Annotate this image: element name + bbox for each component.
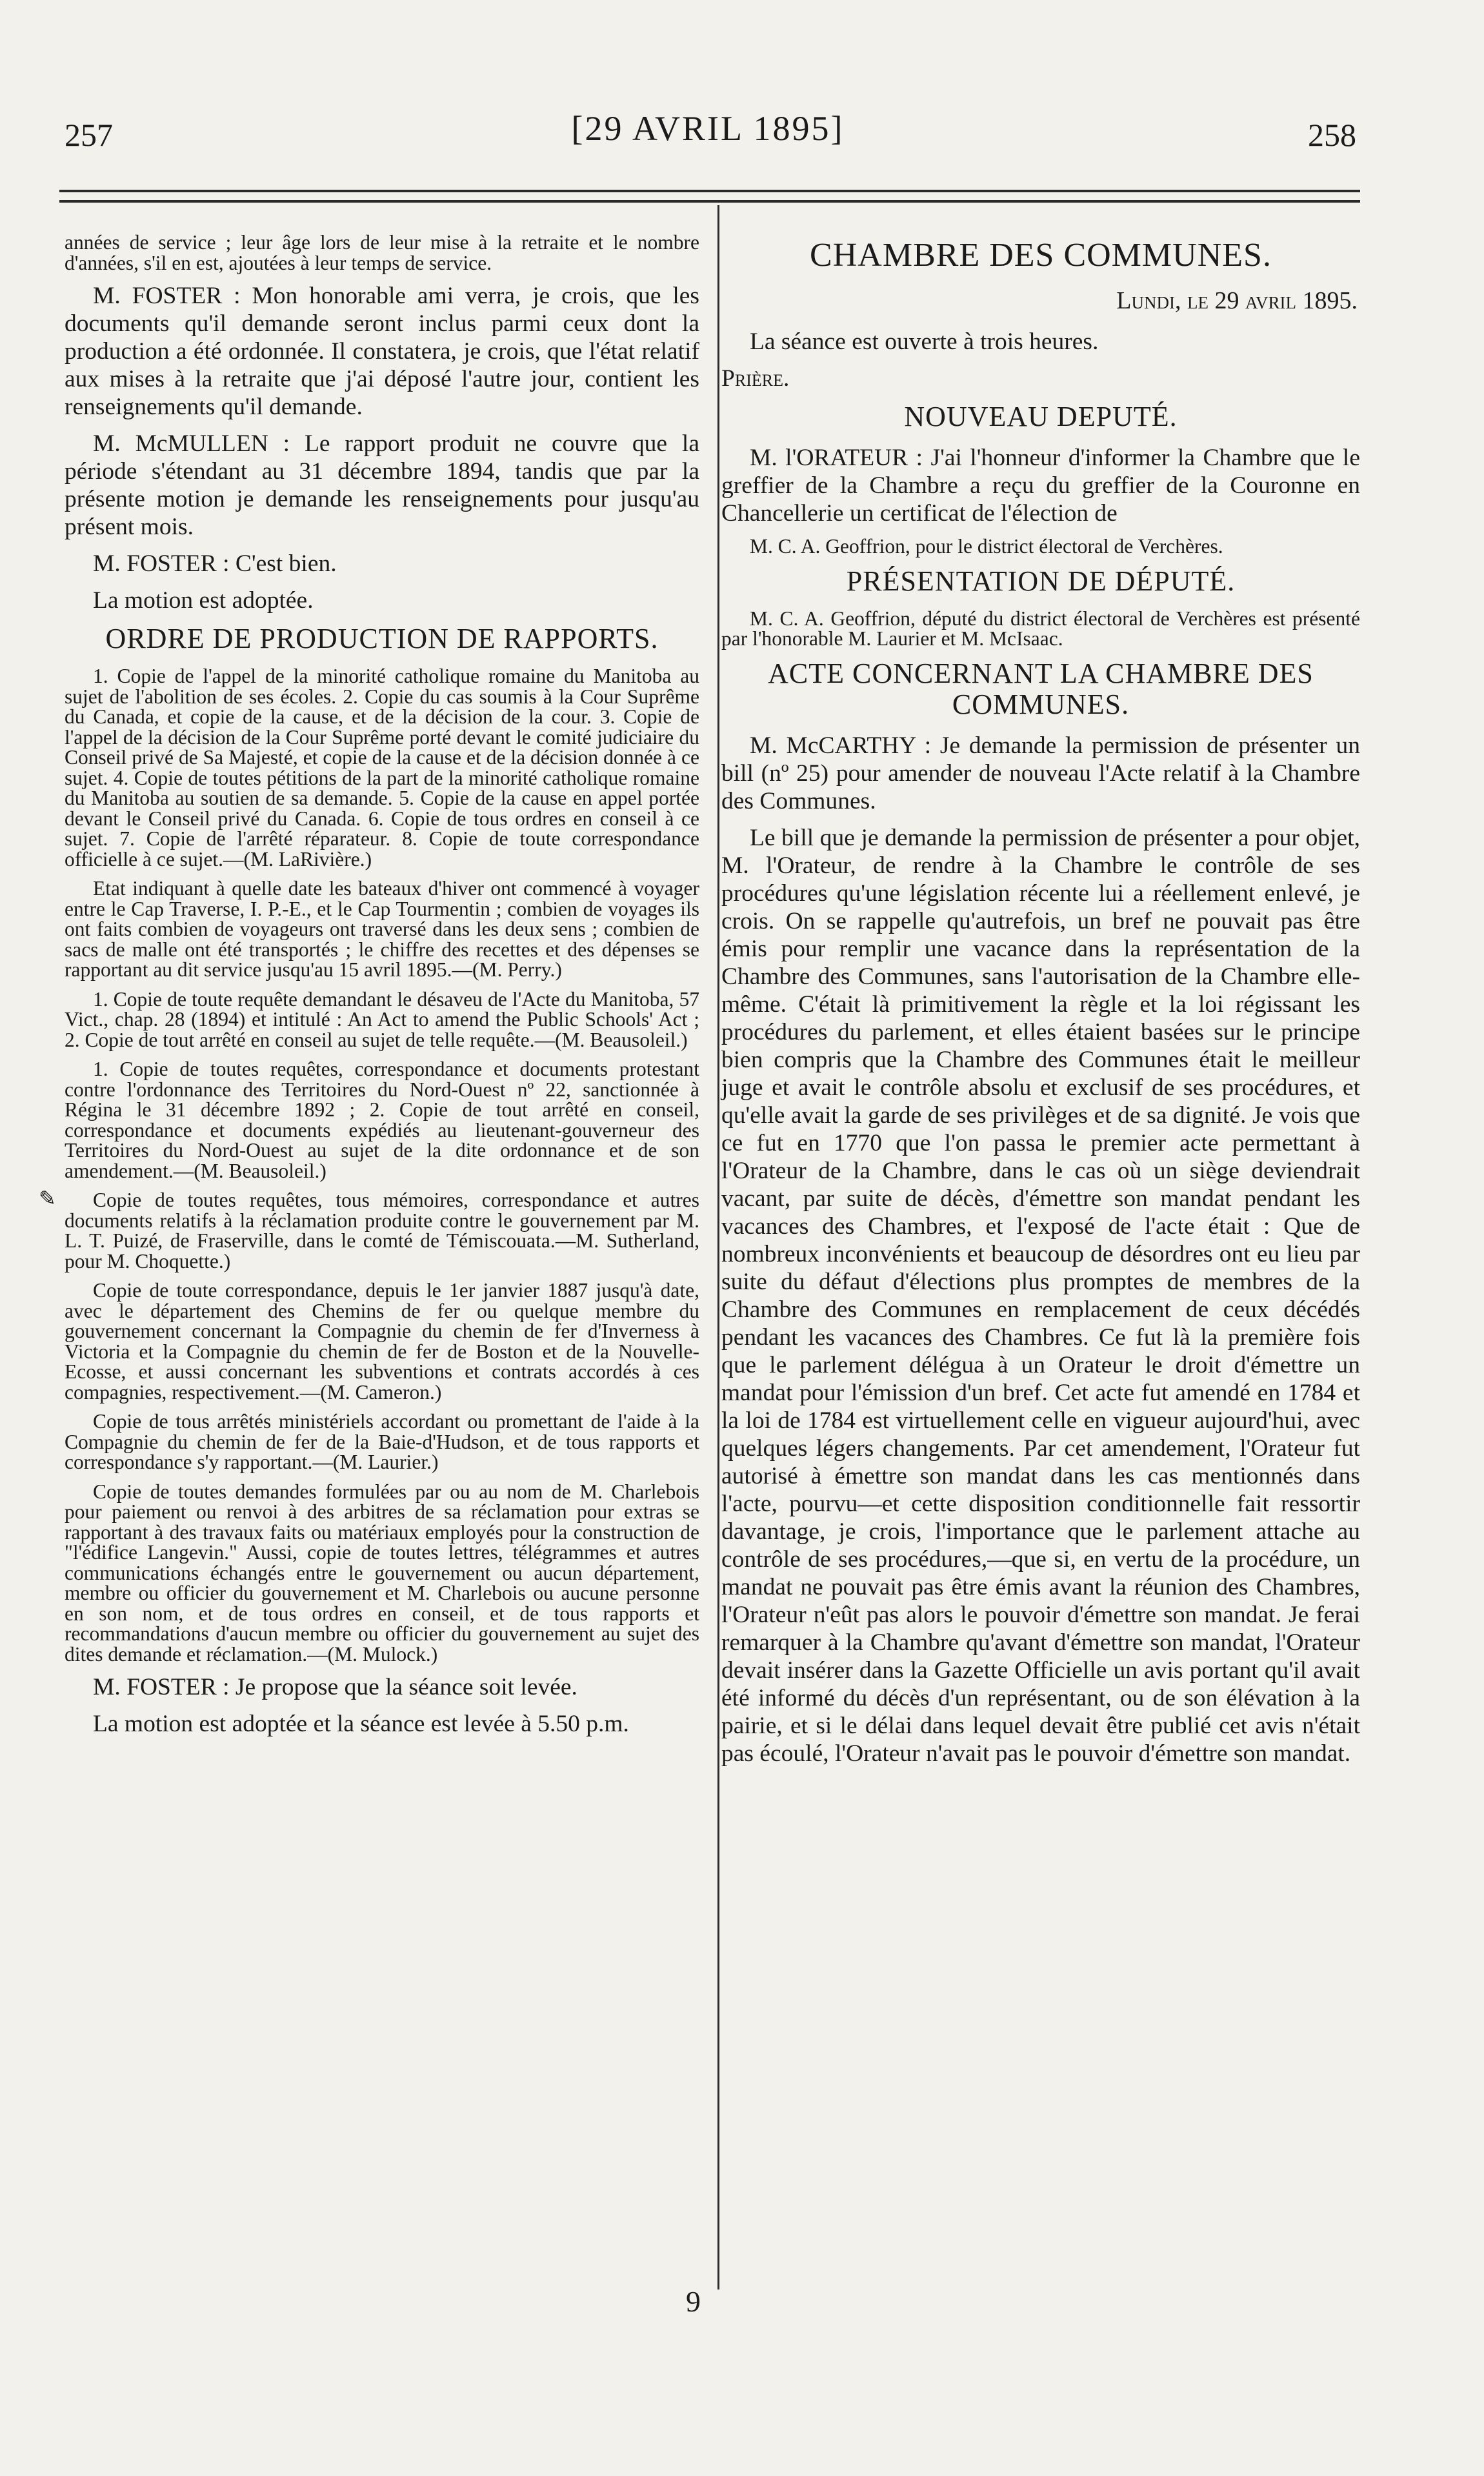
order-item: Etat indiquant à quelle date les bateaux d'hiver ont commencé à voyager entre le Cap Traverse, I. P.-E., et le Cap Tourmentin ; combien de voyages ils ont faits combien de voyageurs ont traversé dans les deux sens ; combien de sacs de malle ont été transportés ; le chiffre des recettes et des dépenses se rapportant au dit service jusqu'au 15 avril 1895.—(M. Perry.) — [65, 877, 699, 981]
header-date: [29 AVRIL 1895] — [571, 109, 845, 148]
page-number-left: 257 — [65, 117, 113, 153]
column-divider — [717, 205, 719, 2290]
order-item: Copie de toutes requêtes, tous mémoires, correspondance et autres documents relatifs à la réclamation produite contre le gouvernement par M. L. T. Puizé, de Fraserville, dans le comté de Témiscouata.—M. Sutherland, pour M. Choquette.) — [65, 1189, 699, 1273]
chamber-title: CHAMBRE DES COMMUNES. — [810, 237, 1272, 274]
page-header — [59, 97, 1356, 161]
speech-foster-2: M. FOSTER : C'est bien. — [93, 550, 337, 577]
sitting-date: Lundi, le 29 avril 1895. — [1116, 287, 1358, 314]
section-heading-new-member: NOUVEAU DEPUTÉ. — [904, 401, 1178, 432]
section-heading-presentation: PRÉSENTATION DE DÉPUTÉ. — [846, 565, 1236, 597]
prayer-label: Prière. — [721, 365, 790, 392]
speech-mcmullen: M. McMULLEN : Le rapport produit ne couvre que la période s'étendant au 31 décembre 1894, tandis que par la présente motion je demande les renseignements pour jusqu'au présent mois. — [65, 430, 699, 540]
page-number-right: 258 — [1308, 117, 1356, 153]
section-heading-act: ACTE CONCERNANT LA CHAMBRE DES COMMUNES. — [768, 657, 1314, 720]
member-presented: M. C. A. Geoffrion, député du district électoral de Verchères est présenté par l'honorable M. Laurier et M. McIsaac. — [721, 607, 1360, 650]
speech-speaker: M. l'ORATEUR : J'ai l'honneur d'informer la Chambre que le greffier de la Chambre a reçu du greffier de la Couronne en Chancellerie un certificat de l'élection de — [721, 445, 1360, 527]
speech-mccarthy-2: Le bill que je demande la permission de présenter a pour objet, M. l'Orateur, de rendre à la Chambre le contrôle de ses procédures qu'une législation récente lui a réellement enlevé, je crois. On se rappelle qu'autrefois, un bref ne pouvait pas être émis pour remplir une vacance dans la représentation de la Chambre des Communes, sans l'autorisation de la Chambre elle-même. C'était là primitivement la règle et la loi régissant les procédures du parlement, et elles étaient basées sur le principe bien compris que la Chambre des Communes était le meilleur juge et avait le contrôle absolu et exclusif de ses procédures, et qu'elle avait la garde de ses privilèges et de sa dignité. Je vois que ce fut en 1770 que l'on passa le premier acte permettant à l'Orateur de la Chambre, dans le cas où un siège deviendrait vacant, par suite de décès, d'émettre son mandat pendant les vacances des Chambres, et l'exposé de l'acte était : Que de nombreux inconvénients et beaucoup de désordres ont eu lieu par suite du défaut d'élections plus promptes de membres de la Chambre des Communes en remplacement de ceux décédés pendant les vacances des Chambres. Ce fut là la première fois que le parlement délégua à un Orateur le droit d'émettre un mandat pour l'émission d'un bref. Cet acte fut amendé en 1784 et la loi de 1784 est virtuellement celle en vigueur aujourd'hui, avec quelques légers changements. Par cet amendement, l'Orateur fut autorisé à émettre son mandat dans les cas mentionnés dans l'acte, pourvu—et cette disposition conditionnelle fait ressortir davantage, je crois, l'importance que le parlement attache au contrôle de ses procédures,—que si, en vertu de la procédure, un mandat ne pouvait pas être émis avant la réunion des Chambres, l'Orateur n'eût pas alors le pouvoir d'émettre son mandat. Je ferai remarquer à la Chambre qu'avant d'émettre son mandat, l'Orateur devait insérer dans la Gazette Officielle un avis portant qu'il avait été informé du décès d'un représentant, ou de son élévation à la pairie, et si le délai dans lequel devait être publié cet avis n'était pas écoulé, l'Orateur n'avait pas le pouvoir d'émettre son mandat. — [721, 824, 1360, 1767]
member-certificate: M. C. A. Geoffrion, pour le district électoral de Verchères. — [750, 535, 1223, 558]
left-continuation: années de service ; leur âge lors de leur mise à la retraite et le nombre d'années, s'il en est, ajoutées à leur temps de service. — [65, 231, 699, 274]
section-heading-orders: ORDRE DE PRODUCTION DE RAPPORTS. — [105, 623, 659, 654]
order-item: 1. Copie de toutes requêtes, correspondance et documents protestant contre l'ordonnance des Territoires du Nord-Ouest nº 22, sanctionnée à Régina le 31 décembre 1892 ; 2. Copie de tout arrêté en conseil, correspondance et documents expédiés au lieutenant-gouverneur des Territoires du Nord-Ouest au sujet de la dite ordonnance et de son amendement.—(M. Beausoleil.) — [65, 1058, 699, 1182]
margin-mark-icon: ✎ — [39, 1187, 56, 1210]
order-item: 1. Copie de l'appel de la minorité catholique romaine du Manitoba au sujet de l'abolition de ses écoles. 2. Copie du cas soumis à la Cour Suprême du Canada, et copie de la cause, et de la décision de la cour. 3. Copie de l'appel de la décision de la Cour Suprême porté devant le comité judiciaire du Conseil privé de Sa Majesté, et copie de la cause et de la décision donnée à ce sujet. 4. Copie de toutes pétitions de la part de la minorité catholique romaine du Manitoba au soutien de sa demande. 5. Copie de la cause en appel portée devant le Conseil privé du Canada. 6. Copie de tous ordres en conseil à ce sujet. 7. Copie de l'arrêté réparateur. 8. Copie de toute correspondance officielle à ce sujet.—(M. LaRivière.) — [65, 665, 699, 871]
speech-foster-3: M. FOSTER : Je propose que la séance soit levée. — [93, 1674, 577, 1700]
order-item: Copie de toutes demandes formulées par ou au nom de M. Charlebois pour paiement ou renvoi à des arbitres de sa réclamation pour extras se rapportant à des travaux faits ou matériaux employés pour la construction de "l'édifice Langevin." Aussi, copie de toutes lettres, télégrammes et autres communications échangés entre le gouvernement ou aucun département, membre ou officier du gouvernement et M. Charlebois ou aucune personne en son nom, et de tous ordres en conseil, et de tous rapports et recommandations d'aucun membre ou officier du gouvernement au sujet des dites demande et réclamation.—(M. Mulock.) — [65, 1480, 699, 1666]
speech-mccarthy-1: M. McCARTHY : Je demande la permission de présenter un bill (nº 25) pour amender de nouveau l'Acte relatif à la Chambre des Communes. — [721, 732, 1360, 814]
right-column — [721, 232, 1360, 1776]
left-column — [65, 232, 699, 1747]
sitting-opening: La séance est ouverte à trois heures. — [750, 328, 1099, 355]
adjournment: La motion est adoptée et la séance est levée à 5.50 p.m. — [93, 1711, 629, 1737]
order-item: Copie de tous arrêtés ministériels accordant ou promettant de l'aide à la Compagnie du chemin de fer de la Baie-d'Hudson, et de tous rapports et correspondance s'y rapportant.—(M. Laurier.) — [65, 1410, 699, 1473]
order-item: 1. Copie de toute requête demandant le désaveu de l'Acte du Manitoba, 57 Vict., chap. 28 (1894) et intitulé : An Act to amend the Public Schools' Act ; 2. Copie de tout arrêté en conseil au sujet de telle requête.—(M. Beausoleil.) — [65, 987, 699, 1051]
header-rule-top — [59, 190, 1360, 192]
order-item: Copie de toute correspondance, depuis le 1er janvier 1887 jusqu'à date, avec le département des Chemins de fer ou quelque membre du gouvernement concernant la Compagnie du chemin de fer d'Inverness à Victoria et la Compagnie du chemin de fer de Boston et de la Nouvelle-Ecosse, et aussi concernant les subventions et contrats accordés à ces compagnies, respectivement.—(M. Cameron.) — [65, 1279, 699, 1404]
speech-foster-1: M. FOSTER : Mon honorable ami verra, je crois, que les documents qu'il demande seront inclus parmi ceux dont la production a été ordonnée. Il constatera, je crois, que l'état relatif aux mises à la retraite que j'ai déposé l'autre jour, contient les renseignements qu'il demande. — [65, 283, 699, 420]
signature-folio: 9 — [686, 2285, 701, 2318]
header-rule-bottom — [59, 200, 1360, 203]
motion-adopted: La motion est adoptée. — [93, 587, 314, 614]
